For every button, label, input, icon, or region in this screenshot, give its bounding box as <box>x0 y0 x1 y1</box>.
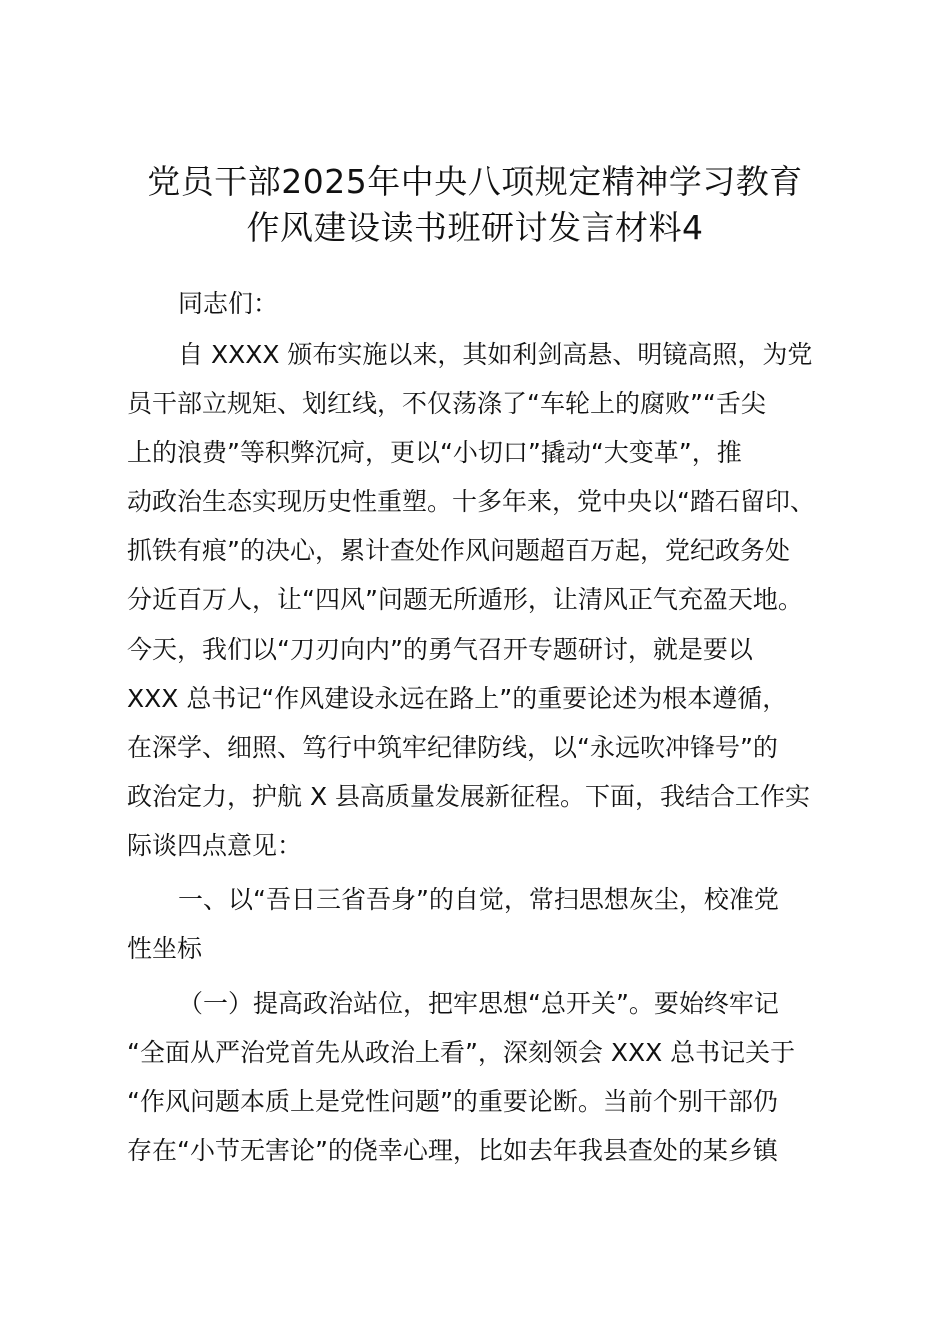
body-line: “作风问题本质上是党性问题”的重要论断。当前个别干部仍 <box>127 1087 778 1116</box>
body-line: 上的浪费”等积弊沉疴，更以“小切口”撬动“大变革”，推 <box>127 438 742 467</box>
body-line: “全面从严治党首先从政治上看”，深刻领会 XXX 总书记关于 <box>127 1038 796 1067</box>
body-line: 员干部立规矩、划红线，不仅荡涤了“车轮上的腐败”“舌尖 <box>127 389 766 418</box>
document-title-line-2: 作风建设读书班研讨发言材料4 <box>246 208 704 247</box>
body-line: 政治定力，护航 X 县高质量发展新征程。下面，我结合工作实 <box>127 782 811 811</box>
salutation: 同志们： <box>178 289 279 318</box>
document-title-line-1: 党员干部2025年中央八项规定精神学习教育 <box>147 162 803 201</box>
body-line: 抓铁有痕”的决心，累计查处作风问题超百万起，党纪政务处 <box>127 536 790 565</box>
section-heading-line: 性坐标 <box>127 934 203 963</box>
body-line: XXX 总书记“作风建设永远在路上”的重要论述为根本遵循， <box>127 684 788 713</box>
subsection-line: （一）提高政治站位，把牢思想“总开关”。要始终牢记 <box>178 989 779 1018</box>
body-line: 动政治生态实现历史性重塑。十多年来，党中央以“踏石留印、 <box>127 487 815 516</box>
body-line: 今天，我们以“刀刃向内”的勇气召开专题研讨，就是要以 <box>127 635 753 664</box>
body-line: 在深学、细照、笃行中筑牢纪律防线，以“永远吹冲锋号”的 <box>127 733 778 762</box>
body-line: 际谈四点意见： <box>127 831 303 860</box>
body-line: 存在“小节无害论”的侥幸心理，比如去年我县查处的某乡镇 <box>127 1136 778 1165</box>
section-heading-line: 一、以“吾日三省吾身”的自觉，常扫思想灰尘，校准党 <box>178 885 779 914</box>
body-line: 自 XXXX 颁布实施以来，其如利剑高悬、明镜高照，为党 <box>178 340 813 369</box>
body-line: 分近百万人，让“四风”问题无所遁形，让清风正气充盈天地。 <box>127 585 803 614</box>
